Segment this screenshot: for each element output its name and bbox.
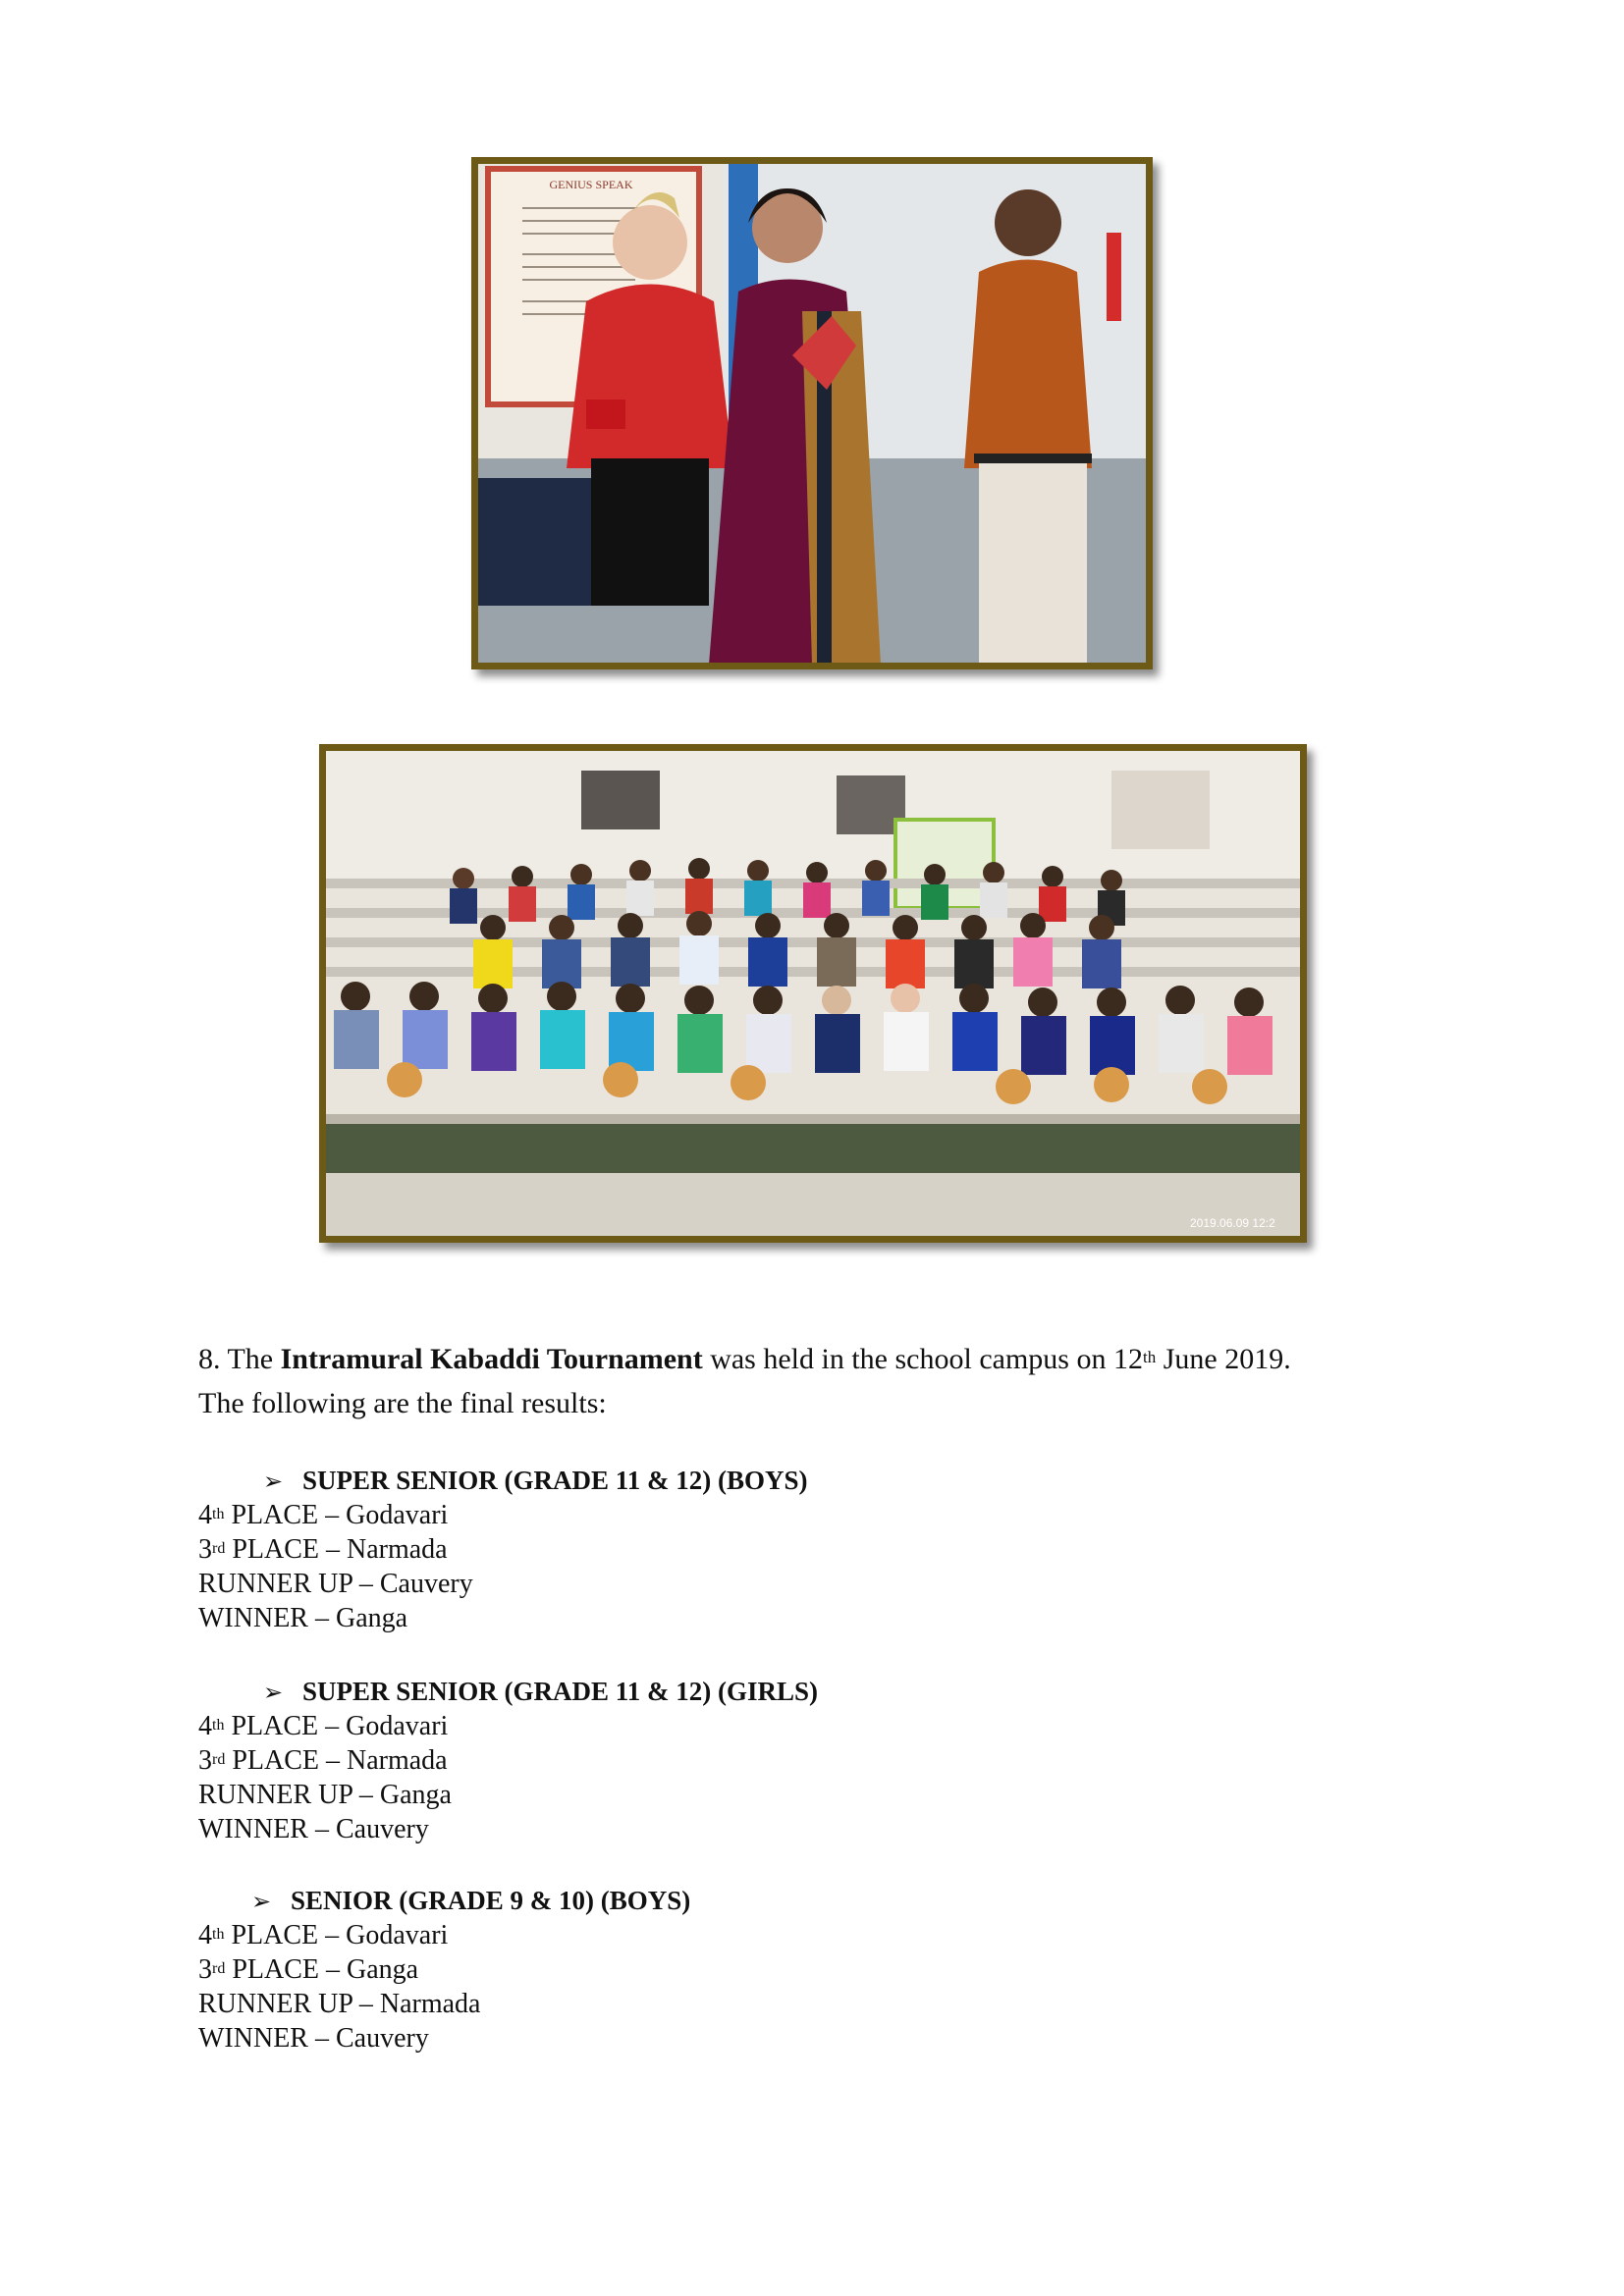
para-suffix: June 2019. bbox=[1156, 1343, 1291, 1375]
para-bold: Intramural Kabaddi Tournament bbox=[280, 1343, 703, 1375]
para-sup: th bbox=[1142, 1348, 1157, 1366]
para-prefix: 8. The bbox=[198, 1343, 281, 1375]
section-heading bbox=[251, 1884, 690, 1919]
photo-dignitaries bbox=[471, 157, 1153, 669]
photo-group-icon bbox=[326, 751, 1300, 1236]
para-mid: was held in the school campus on 12 bbox=[702, 1343, 1143, 1375]
para-line2: The following are the final results: bbox=[198, 1387, 607, 1419]
photo-timestamp: 2019.06.09 12:2 bbox=[1190, 1216, 1275, 1230]
arrow-bullet-icon: ➢ bbox=[263, 1681, 284, 1706]
result-line: 3rd PLACE – Ganga bbox=[198, 1954, 419, 1985]
photo-dignitaries-icon bbox=[478, 164, 1146, 663]
result-line: WINNER – Ganga bbox=[198, 1603, 408, 1633]
result-line: RUNNER UP – Cauvery bbox=[198, 1569, 473, 1599]
arrow-bullet-icon: ➢ bbox=[263, 1469, 284, 1495]
result-line: WINNER – Cauvery bbox=[198, 1814, 429, 1844]
arrow-bullet-icon: ➢ bbox=[251, 1890, 272, 1915]
photo-group bbox=[319, 744, 1307, 1243]
result-line: 3rd PLACE – Narmada bbox=[198, 1534, 448, 1565]
result-line: RUNNER UP – Narmada bbox=[198, 1989, 481, 2019]
result-line: 3rd PLACE – Narmada bbox=[198, 1745, 448, 1776]
result-line: 4th PLACE – Godavari bbox=[198, 1500, 449, 1530]
result-line: WINNER – Cauvery bbox=[198, 2023, 429, 2054]
result-line: 4th PLACE – Godavari bbox=[198, 1920, 449, 1950]
result-line: 4th PLACE – Godavari bbox=[198, 1711, 449, 1741]
section-heading bbox=[263, 1464, 808, 1499]
poster-title: GENIUS SPEAK bbox=[549, 178, 633, 191]
section-heading-text: SUPER SENIOR (GRADE 11 & 12) (BOYS) bbox=[302, 1466, 808, 1495]
section-heading bbox=[263, 1675, 818, 1710]
section-heading-text: SUPER SENIOR (GRADE 11 & 12) (GIRLS) bbox=[302, 1677, 819, 1706]
intro-paragraph bbox=[198, 1337, 1475, 1425]
section-heading-text: SENIOR (GRADE 9 & 10) (BOYS) bbox=[291, 1886, 691, 1915]
result-line: RUNNER UP – Ganga bbox=[198, 1780, 452, 1810]
